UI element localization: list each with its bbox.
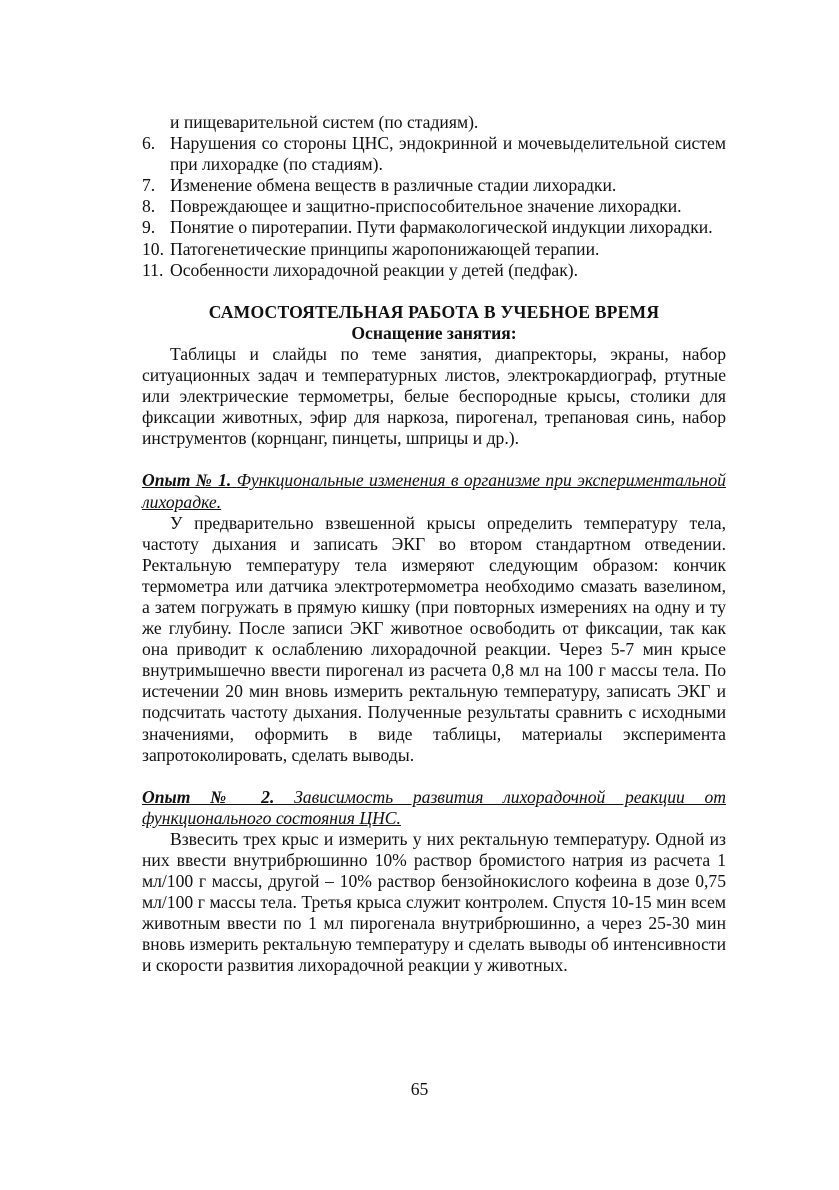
experiment-2-label: Опыт № 2. (142, 786, 275, 807)
experiment-1-body: У предварительно взвешенной крысы определить температуру тела, частоту дыхания и записать ЭКГ во втором стандартном отведении. Ректальную температуру тела измеряют следующим образом: кончик термометра или датчика электротермометра необходимо смазать вазелином, а затем погружать в прямую кишку (при повторных измерениях на одну и ту же глубину. После записи ЭКГ животное освободить от фиксации, так как она приводит к ослаблению лихорадочной реакции. Через 5-7 мин крысе внутримышечно ввести пирогенал из расчета 0,8 мл на 100 г массы тела. По истечении 20 мин вновь измерить ректальную температуру, записать ЭКГ и подсчитать частоту дыхания. Полученные результаты сравнить с исходными значениями, оформить в виде таблицы, материалы эксперимента запротоколировать, сделать выводы. (142, 512, 726, 765)
experiment-2-title: Зависимость развития лихорадочной реакции от функционального состояния ЦНС. (142, 786, 726, 828)
list-item-number: 7. (142, 175, 156, 196)
list-item (142, 133, 726, 175)
list-item-text: Повреждающее и защитно-приспособительное значение лихорадки. (170, 196, 682, 217)
list-item-text: Изменение обмена веществ в различные стадии лихорадки. (170, 175, 617, 196)
list-item (142, 196, 726, 217)
page-content (142, 112, 726, 977)
experiment-2-heading (142, 787, 726, 829)
list-item-text: Патогенетические принципы жаропонижающей терапии. (170, 238, 600, 259)
section-title: САМОСТОЯТЕЛЬНАЯ РАБОТА В УЧЕБНОЕ ВРЕМЯ (208, 301, 660, 322)
list-item-number: 6. (142, 133, 156, 154)
list-item-text: Особенности лихорадочной реакции у детей (педфак). (170, 259, 579, 280)
list-item-continuation: и пищеварительной систем (по стадиям). (170, 112, 479, 132)
list-item-number: 9. (142, 217, 156, 238)
list-item-number: 8. (142, 196, 156, 217)
list-item (142, 217, 726, 238)
experiment-1-heading (142, 470, 726, 512)
list-item-number: 11. (142, 259, 164, 280)
experiment-1-title: Функциональные изменения в организме при экспериментальной лихорадке. (142, 470, 726, 512)
experiment-2-body: Взвесить трех крыс и измерить у них ректальную температуру. Одной из них ввести внутрибрюшинно 10% раствор бромистого натрия из расчета 1 мл/100 г массы, другой – 10% раствор бензойнокислого кофеина в дозе 0,75 мл/100 г массы тела. Третья крыса служит контролем. Спустя 10-15 мин всем животным ввести по 1 мл пирогенала внутрибрюшинно, а через 25-30 мин вновь измерить ректальную температуру и сделать выводы об интенсивности и скорости развития лихорадочной реакции у животных. (142, 828, 726, 976)
list-item-number: 10. (142, 238, 164, 259)
equipment-paragraph: Таблицы и слайды по теме занятия, диапректоры, экраны, набор ситуационных задач и температурных листов, электрокардиограф, ртутные или электрические термометры, белые беспородные крысы, столики для фиксации животных, эфир для наркоза, пирогенал, трепановая синь, набор инструментов (корнцанг, пинцеты, шприцы и др.). (142, 343, 726, 449)
list-item (142, 260, 726, 281)
question-list (142, 133, 726, 281)
list-item-text: Понятие о пиротерапии. Пути фармакологической индукции лихорадки. (170, 217, 713, 238)
section-subtitle: Оснащение занятия: (351, 322, 517, 343)
list-item (142, 175, 726, 196)
page-number: 65 (410, 1079, 429, 1099)
list-item-text: Нарушения со стороны ЦНС, эндокринной и мочевыделительной систем при лихорадке (по стадиям). (170, 133, 726, 175)
experiment-1-label: Опыт № 1. (142, 470, 232, 491)
list-item (142, 239, 726, 260)
